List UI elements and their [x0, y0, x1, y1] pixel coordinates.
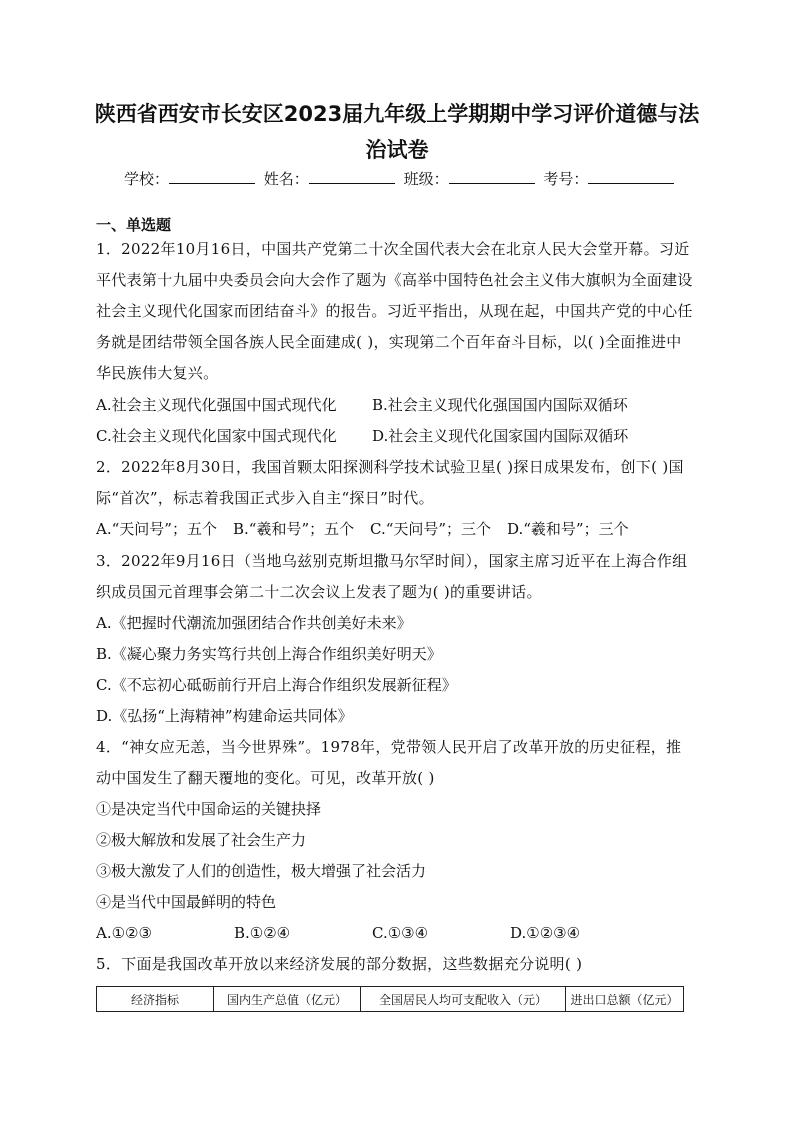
question-2-option-b[interactable]: B.“羲和号”；五个 — [233, 520, 355, 538]
table-header-row — [97, 987, 684, 1012]
page-title: 陕西省西安市长安区2023届九年级上学期期中学习评价道德与法治试卷 — [94, 102, 700, 162]
name-label: 姓名： — [263, 170, 309, 188]
question-4-statement-1: ①是决定当代中国命运的关键抉择 — [96, 800, 322, 818]
section-heading: 一、单选题 — [96, 216, 172, 234]
question-4-statement-3: ③极大激发了人们的创造性，极大增强了社会活力 — [96, 862, 427, 880]
question-2-option-d[interactable]: D.“羲和号”；三个 — [507, 520, 629, 538]
school-blank[interactable] — [169, 169, 255, 184]
question-1-options-row-1 — [96, 390, 628, 421]
question-4-option-d[interactable]: D.①②③④ — [510, 924, 581, 942]
student-info-line — [120, 168, 674, 189]
question-4-options — [96, 918, 580, 949]
economic-data-table — [96, 986, 684, 1012]
table-header-cell: 国内生产总值（亿元） — [214, 987, 361, 1012]
class-blank[interactable] — [449, 169, 535, 184]
name-blank[interactable] — [309, 169, 395, 184]
question-2-options — [96, 514, 629, 545]
question-3-option-c[interactable]: C.《不忘初心砥砺前行开启上海合作组织发展新征程》 — [96, 676, 457, 694]
question-1-option-b[interactable]: B.社会主义现代化强国国内国际双循环 — [372, 396, 628, 414]
question-1-option-a[interactable]: A.社会主义现代化强国中国式现代化 — [96, 396, 337, 414]
question-3-option-d[interactable]: D.《弘扬“上海精神”构建命运共同体》 — [96, 707, 353, 725]
class-label: 班级： — [403, 170, 449, 188]
question-4-option-b[interactable]: B.①②④ — [234, 924, 291, 942]
school-label: 学校： — [124, 170, 170, 188]
question-1-option-c[interactable]: C.社会主义现代化国家中国式现代化 — [96, 427, 337, 445]
table-header-cell: 进出口总额（亿元） — [566, 987, 684, 1012]
question-2-stem: 2．2022年8月30日，我国首颗太阳探测科学技术试验卫星( )探日成果发布，创下( )国际“首次”，标志着我国正式步入自主“探日”时代。 — [96, 458, 684, 507]
question-4-option-c[interactable]: C.①③④ — [372, 924, 429, 942]
question-1-option-d[interactable]: D.社会主义现代化国家国内国际双循环 — [372, 427, 629, 445]
question-3-option-a[interactable]: A.《把握时代潮流加强团结合作共创美好未来》 — [96, 614, 412, 632]
table-header-cell: 经济指标 — [97, 987, 214, 1012]
question-2-option-c[interactable]: C.“天问号”；三个 — [370, 520, 492, 538]
question-3-stem: 3．2022年9月16日（当地乌兹别克斯坦撒马尔罕时间），国家主席习近平在上海合作组织成员国元首理事会第二十二次会议上发表了题为( )的重要讲话。 — [96, 552, 688, 601]
question-1-options-row-2 — [96, 421, 628, 452]
question-3-option-b[interactable]: B.《凝心聚力务实笃行共创上海合作组织美好明天》 — [96, 645, 442, 663]
question-1-stem: 1．2022年10月16日，中国共产党第二十次全国代表大会在北京人民大会堂开幕。习近平代表第十九届中央委员会向大会作了题为《高举中国特色社会主义伟大旗帜为全面建设社会主义现代化国家而团结奋斗》的报告。习近平指出，从现在起，中国共产党的中心任务就是团结带领全国各族人民全面建成( )，实现第二个百年奋斗目标，以( )全面推进中华民族伟大复兴。 — [96, 240, 693, 382]
question-2-option-a[interactable]: A.“天问号”；五个 — [96, 520, 217, 538]
question-4-statement-2: ②极大解放和发展了社会生产力 — [96, 831, 307, 849]
table-header-cell: 全国居民人均可支配收入（元） — [361, 987, 566, 1012]
question-4-stem: 4．“神女应无恙，当今世界殊”。1978年，党带领人民开启了改革开放的历史征程，推动中国发生了翻天覆地的变化。可见，改革开放( ) — [96, 738, 682, 787]
question-4-statement-4: ④是当代中国最鲜明的特色 — [96, 893, 277, 911]
question-4-option-a[interactable]: A.①②③ — [96, 924, 152, 942]
number-blank[interactable] — [588, 169, 674, 184]
question-5-stem: 5．下面是我国改革开放以来经济发展的部分数据，这些数据充分说明( ) — [96, 955, 583, 973]
number-label: 考号： — [543, 170, 589, 188]
